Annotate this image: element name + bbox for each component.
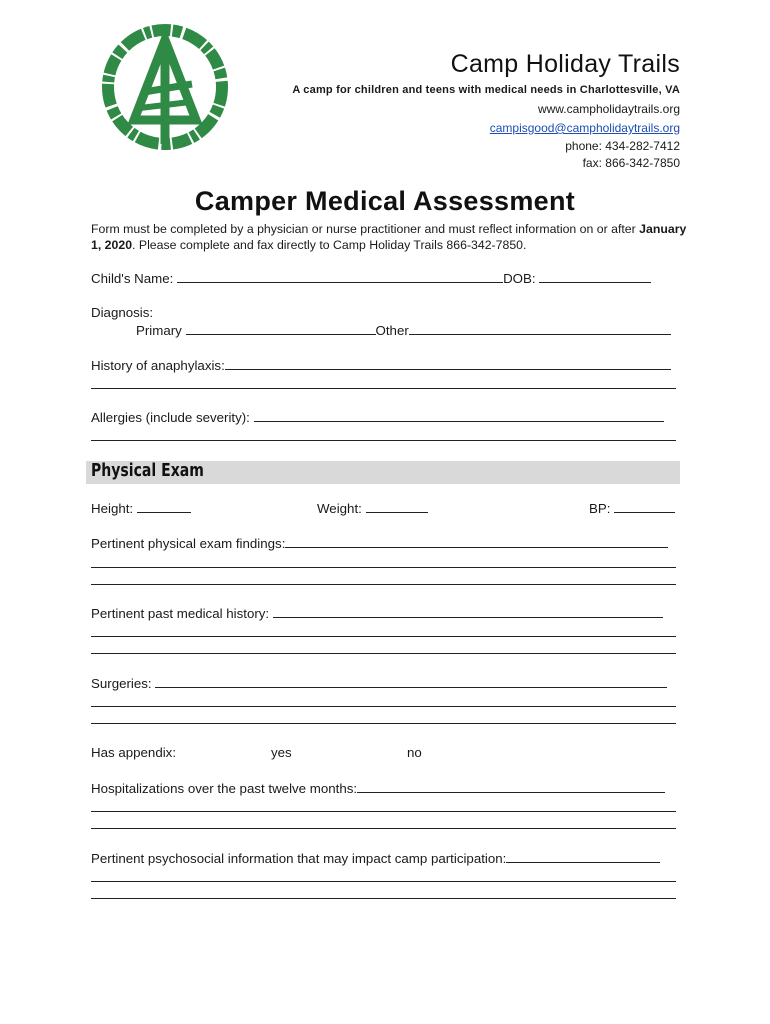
email-link[interactable]: campisgood@campholidaytrails.org	[489, 121, 680, 135]
other-label: Other	[375, 323, 409, 338]
org-name: Camp Holiday Trails	[450, 50, 680, 78]
other-diagnosis-field[interactable]	[409, 322, 671, 335]
anaphylaxis-field[interactable]	[225, 357, 671, 370]
childs-name-label: Child's Name:	[91, 271, 174, 286]
weight-field[interactable]	[366, 500, 428, 513]
surgeries-row	[91, 675, 667, 691]
bp-row	[589, 500, 675, 516]
diagnosis-label: Diagnosis:	[91, 305, 154, 320]
surgeries-field[interactable]	[155, 675, 667, 688]
bp-field[interactable]	[614, 500, 675, 513]
allergies-label: Allergies (include severity):	[91, 410, 250, 425]
physical-exam-heading: Physical Exam	[91, 460, 204, 481]
fax-number: fax: 866-342-7850	[582, 156, 680, 170]
psychosocial-line-2[interactable]	[91, 881, 676, 882]
surgeries-line-2[interactable]	[91, 706, 676, 707]
past-history-row	[91, 605, 663, 621]
intro-text-2: . Please complete and fax directly to Camp Holiday Trails 866-342-7850.	[132, 238, 527, 252]
findings-line-3[interactable]	[91, 584, 676, 585]
past-history-field[interactable]	[273, 605, 663, 618]
hospitalizations-field[interactable]	[357, 780, 665, 793]
height-field[interactable]	[137, 500, 191, 513]
anaphylaxis-label: History of anaphylaxis:	[91, 358, 225, 373]
hospitalizations-row	[91, 780, 665, 796]
childs-name-field[interactable]	[177, 270, 503, 283]
website-link[interactable]: www.campholidaytrails.org	[537, 102, 680, 116]
psychosocial-label: Pertinent psychosocial information that may impact camp participation:	[91, 851, 507, 866]
weight-row	[317, 500, 428, 516]
past-history-line-2[interactable]	[91, 636, 676, 637]
intro-date: January 1, 2020	[91, 222, 687, 252]
bp-label: BP:	[589, 501, 611, 516]
findings-field[interactable]	[285, 535, 668, 548]
psychosocial-line-3[interactable]	[91, 898, 676, 899]
psychosocial-row	[91, 850, 660, 866]
weight-label: Weight:	[317, 501, 362, 516]
hospitalizations-line-2[interactable]	[91, 811, 676, 812]
psychosocial-field[interactable]	[506, 850, 660, 863]
past-history-line-3[interactable]	[91, 653, 676, 654]
diagnosis-row	[136, 322, 671, 338]
tagline: A camp for children and teens with medical needs in Charlottesville, VA	[292, 84, 680, 96]
hospitalizations-line-3[interactable]	[91, 828, 676, 829]
intro-text-1: Form must be completed by a physician or nurse practitioner and must reflect information on or after	[91, 222, 636, 236]
past-history-label: Pertinent past medical history:	[91, 606, 270, 621]
camp-logo	[100, 22, 230, 152]
height-row	[91, 500, 191, 516]
findings-line-2[interactable]	[91, 567, 676, 568]
surgeries-line-3[interactable]	[91, 723, 676, 724]
phone-number: phone: 434-282-7412	[565, 139, 680, 153]
form-title: Camper Medical Assessment	[194, 186, 576, 216]
appendix-no-option[interactable]: no	[407, 745, 422, 760]
hospitalizations-label: Hospitalizations over the past twelve months:	[91, 781, 358, 796]
form-instructions	[91, 221, 691, 253]
dob-label: DOB:	[503, 271, 536, 286]
allergies-field[interactable]	[254, 409, 664, 422]
appendix-yes-option[interactable]: yes	[271, 745, 292, 760]
childs-name-row	[91, 270, 651, 286]
appendix-label: Has appendix:	[91, 745, 177, 760]
findings-row	[91, 535, 668, 551]
surgeries-label: Surgeries:	[91, 676, 152, 691]
findings-label: Pertinent physical exam findings:	[91, 536, 286, 551]
anaphylaxis-row	[91, 357, 671, 373]
dob-field[interactable]	[539, 270, 651, 283]
allergies-row	[91, 409, 664, 425]
anaphylaxis-line-2[interactable]	[91, 388, 676, 389]
height-label: Height:	[91, 501, 134, 516]
allergies-line-2[interactable]	[91, 440, 676, 441]
primary-label: Primary	[136, 323, 182, 338]
primary-diagnosis-field[interactable]	[186, 322, 376, 335]
